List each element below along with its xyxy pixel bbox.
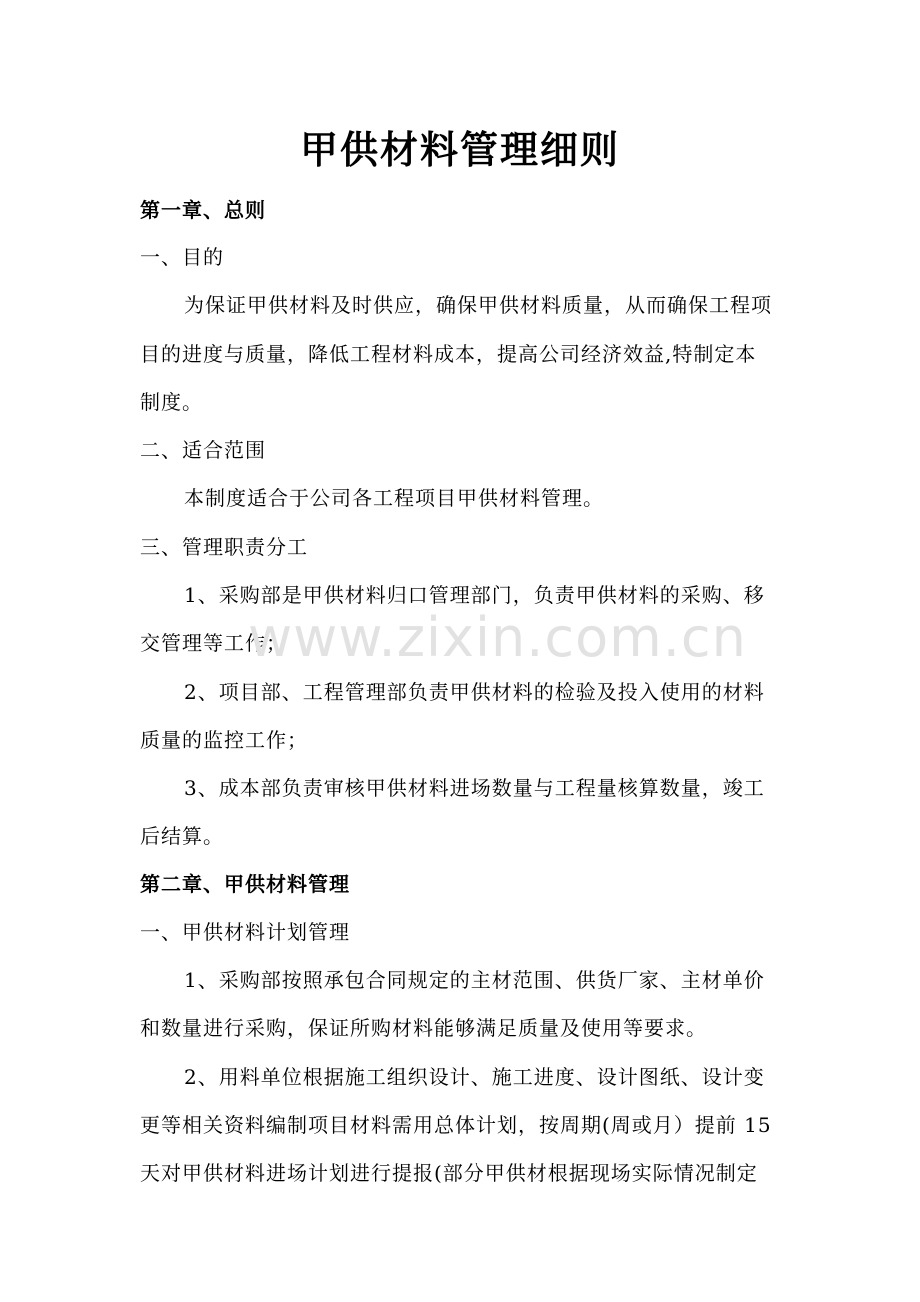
section-heading: 一、目的: [140, 245, 224, 269]
paragraph-line: 1、采购部是甲供材料归口管理部门，负责甲供材料的采购、移: [184, 583, 765, 607]
paragraph-line: 1、采购部按照承包合同规定的主材范围、供货厂家、主材单价: [184, 968, 765, 992]
paragraph-line: 2、项目部、工程管理部负责甲供材料的检验及投入使用的材料: [184, 680, 765, 704]
section-heading: 三、管理职责分工: [140, 535, 308, 559]
paragraph-line: 3、成本部负责审核甲供材料进场数量与工程量核算数量，竣工: [184, 776, 765, 800]
paragraph-line: 制度。: [140, 390, 203, 414]
document-title: 甲供材料管理细则: [299, 128, 620, 172]
chapter-heading: 第一章、总则: [140, 198, 266, 222]
paragraph-line: 本制度适合于公司各工程项目甲供材料管理。: [184, 486, 604, 510]
section-heading: 二、适合范围: [140, 438, 266, 462]
paragraph-line: 质量的监控工作；: [140, 728, 308, 752]
paragraph-line: 后结算。: [140, 824, 224, 848]
paragraph-line: 更等相关资料编制项目材料需用总体计划，按周期(周或月）提前 15: [140, 1113, 772, 1137]
paragraph-line: 交管理等工作；: [140, 631, 287, 655]
section-heading: 一、甲供材料计划管理: [140, 920, 350, 944]
paragraph-line: 为保证甲供材料及时供应，确保甲供材料质量，从而确保工程项: [184, 293, 772, 317]
paragraph-line: 天对甲供材料进场计划进行提报(部分甲供材根据现场实际情况制定: [140, 1161, 758, 1185]
chapter-heading: 第二章、甲供材料管理: [140, 872, 350, 896]
watermark: www.zixin.com.cn: [248, 606, 747, 669]
paragraph-line: 和数量进行采购，保证所购材料能够满足质量及使用等要求。: [140, 1016, 707, 1040]
paragraph-line: 2、用料单位根据施工组织设计、施工进度、设计图纸、设计变: [184, 1065, 765, 1089]
paragraph-line: 目的进度与质量，降低工程材料成本，提高公司经济效益,特制定本: [140, 342, 757, 366]
